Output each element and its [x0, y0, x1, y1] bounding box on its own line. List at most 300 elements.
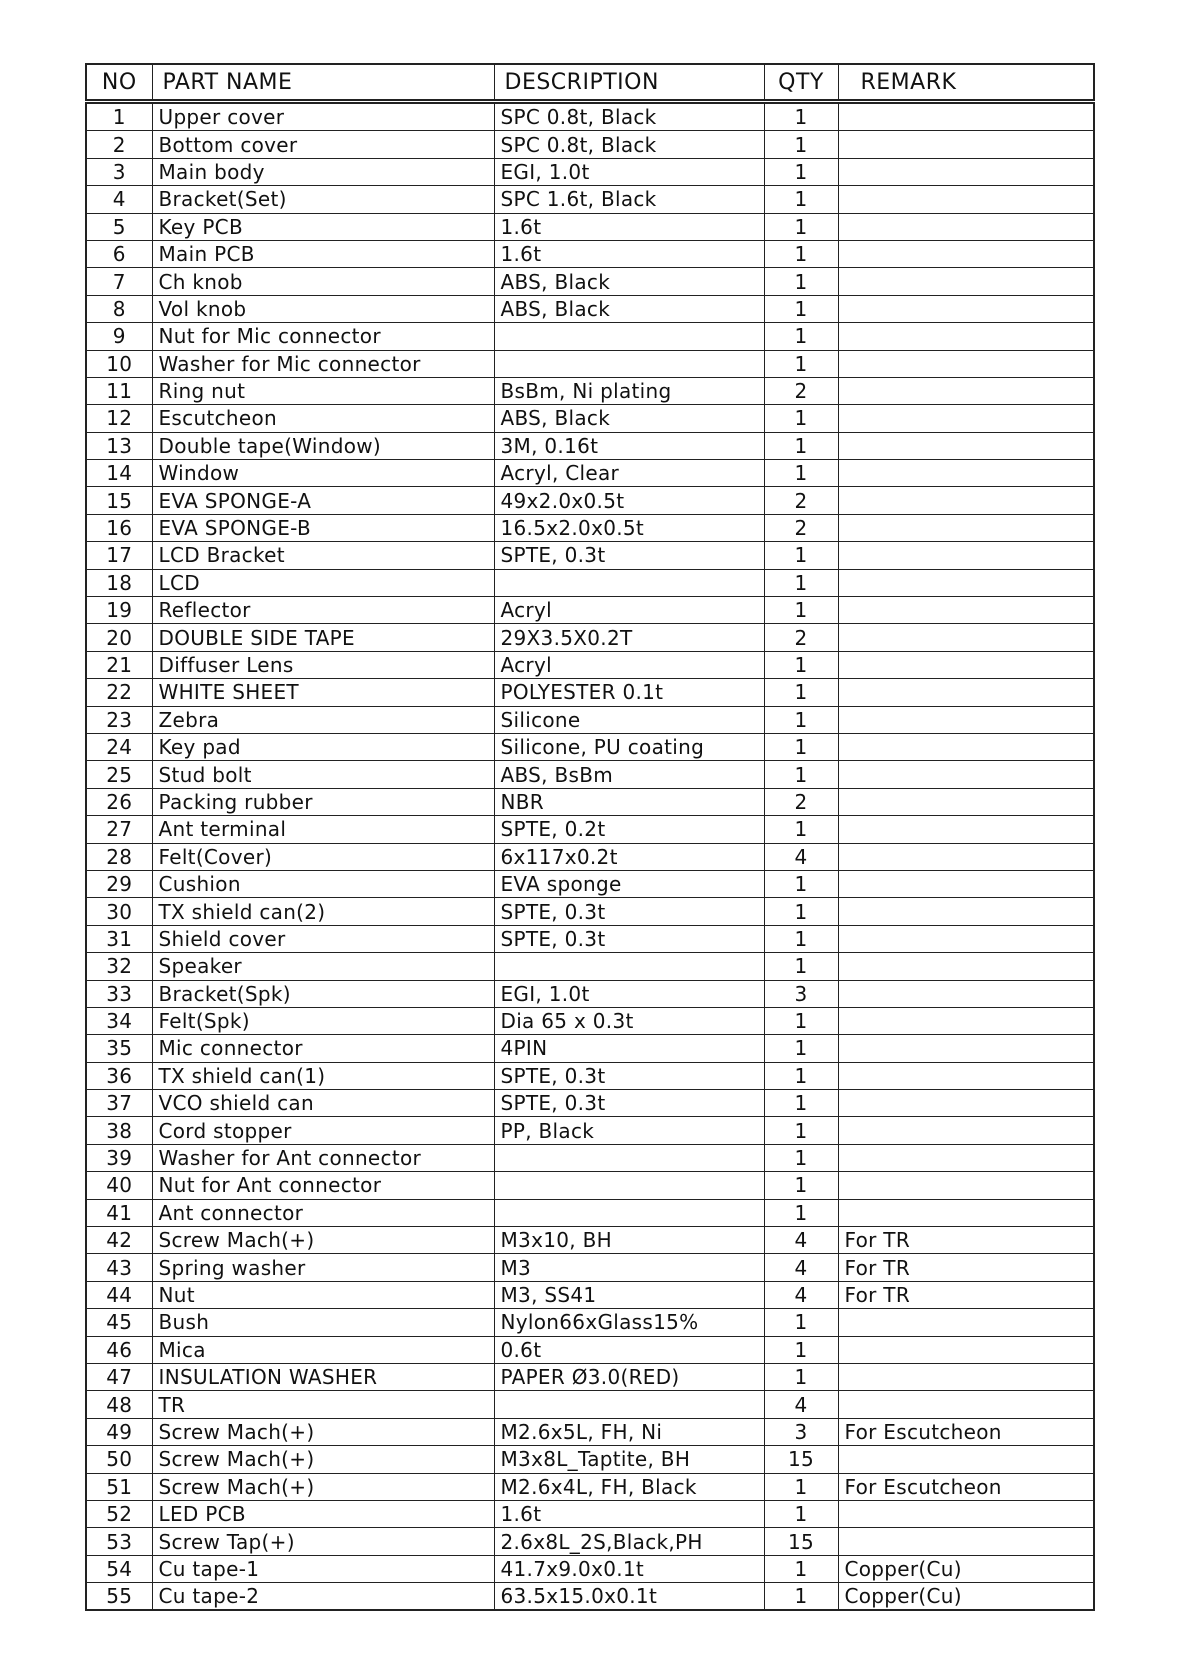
table-row — [86, 1227, 1094, 1254]
cell-no: 8 — [86, 295, 152, 322]
cell-remark — [838, 186, 1094, 213]
cell-no: 24 — [86, 733, 152, 760]
table-row — [86, 1446, 1094, 1473]
table-row — [86, 487, 1094, 514]
cell-qty: 1 — [764, 1309, 838, 1336]
cell-no: 7 — [86, 268, 152, 295]
table-row — [86, 1062, 1094, 1089]
cell-no: 19 — [86, 597, 152, 624]
cell-part-name: Zebra — [152, 706, 494, 733]
cell-description: M2.6x4L, FH, Black — [494, 1473, 764, 1500]
table-row — [86, 377, 1094, 404]
cell-remark — [838, 350, 1094, 377]
cell-description: M3, SS41 — [494, 1281, 764, 1308]
cell-remark — [838, 1363, 1094, 1390]
cell-no: 36 — [86, 1062, 152, 1089]
cell-description: 0.6t — [494, 1336, 764, 1363]
cell-qty: 1 — [764, 1363, 838, 1390]
cell-qty: 1 — [764, 1144, 838, 1171]
table-row — [86, 102, 1094, 131]
table-row — [86, 295, 1094, 322]
table-row — [86, 761, 1094, 788]
cell-qty: 1 — [764, 213, 838, 240]
cell-description: ABS, Black — [494, 268, 764, 295]
cell-qty: 1 — [764, 542, 838, 569]
cell-description: SPC 0.8t, Black — [494, 131, 764, 158]
table-row — [86, 1309, 1094, 1336]
cell-description: PP, Black — [494, 1117, 764, 1144]
table-row — [86, 158, 1094, 185]
cell-qty: 15 — [764, 1528, 838, 1555]
table-row — [86, 1172, 1094, 1199]
cell-remark — [838, 487, 1094, 514]
cell-description: NBR — [494, 788, 764, 815]
cell-qty: 1 — [764, 1199, 838, 1226]
table-row — [86, 1117, 1094, 1144]
table-row — [86, 1583, 1094, 1611]
cell-description: SPTE, 0.3t — [494, 1062, 764, 1089]
cell-no: 14 — [86, 460, 152, 487]
cell-description — [494, 1199, 764, 1226]
table-row — [86, 1254, 1094, 1281]
parts-table — [85, 63, 1095, 1611]
cell-remark — [838, 1144, 1094, 1171]
cell-description: 2.6x8L_2S,Black,PH — [494, 1528, 764, 1555]
cell-no: 32 — [86, 953, 152, 980]
cell-remark — [838, 1309, 1094, 1336]
cell-part-name: Escutcheon — [152, 405, 494, 432]
cell-no: 37 — [86, 1090, 152, 1117]
cell-remark — [838, 597, 1094, 624]
cell-description: 1.6t — [494, 240, 764, 267]
cell-remark — [838, 1528, 1094, 1555]
cell-qty: 1 — [764, 1555, 838, 1582]
cell-remark — [838, 1336, 1094, 1363]
cell-qty: 1 — [764, 1062, 838, 1089]
cell-part-name: Cu tape-2 — [152, 1583, 494, 1611]
cell-remark — [838, 980, 1094, 1007]
cell-remark — [838, 1391, 1094, 1418]
cell-no: 50 — [86, 1446, 152, 1473]
cell-description: 1.6t — [494, 1500, 764, 1527]
cell-qty: 1 — [764, 350, 838, 377]
cell-no: 5 — [86, 213, 152, 240]
cell-description: ABS, BsBm — [494, 761, 764, 788]
table-row — [86, 1035, 1094, 1062]
cell-no: 6 — [86, 240, 152, 267]
table-row — [86, 679, 1094, 706]
cell-remark — [838, 268, 1094, 295]
cell-description: 16.5x2.0x0.5t — [494, 514, 764, 541]
cell-no: 10 — [86, 350, 152, 377]
cell-qty: 1 — [764, 1473, 838, 1500]
cell-remark — [838, 295, 1094, 322]
table-row — [86, 131, 1094, 158]
cell-remark — [838, 1199, 1094, 1226]
cell-description — [494, 1391, 764, 1418]
cell-qty: 1 — [764, 432, 838, 459]
cell-part-name: Screw Mach(+) — [152, 1418, 494, 1445]
cell-no: 1 — [86, 102, 152, 131]
cell-description: SPTE, 0.3t — [494, 925, 764, 952]
cell-part-name: Bracket(Set) — [152, 186, 494, 213]
cell-no: 52 — [86, 1500, 152, 1527]
cell-qty: 1 — [764, 816, 838, 843]
cell-part-name: WHITE SHEET — [152, 679, 494, 706]
cell-no: 2 — [86, 131, 152, 158]
table-row — [86, 953, 1094, 980]
cell-description: SPTE, 0.3t — [494, 1090, 764, 1117]
cell-remark — [838, 706, 1094, 733]
cell-remark: For TR — [838, 1227, 1094, 1254]
table-row — [86, 323, 1094, 350]
cell-description: 1.6t — [494, 213, 764, 240]
cell-qty: 1 — [764, 597, 838, 624]
cell-part-name: EVA SPONGE-B — [152, 514, 494, 541]
cell-no: 20 — [86, 624, 152, 651]
cell-remark — [838, 843, 1094, 870]
header-description: DESCRIPTION — [494, 64, 764, 102]
cell-qty: 1 — [764, 953, 838, 980]
cell-qty: 1 — [764, 898, 838, 925]
cell-part-name: TX shield can(1) — [152, 1062, 494, 1089]
cell-qty: 1 — [764, 1583, 838, 1611]
cell-part-name: Bracket(Spk) — [152, 980, 494, 1007]
cell-remark — [838, 542, 1094, 569]
cell-part-name: Ring nut — [152, 377, 494, 404]
cell-no: 27 — [86, 816, 152, 843]
table-row — [86, 542, 1094, 569]
cell-description: 41.7x9.0x0.1t — [494, 1555, 764, 1582]
cell-description: Silicone — [494, 706, 764, 733]
table-row — [86, 624, 1094, 651]
cell-remark — [838, 1446, 1094, 1473]
cell-remark — [838, 816, 1094, 843]
cell-no: 53 — [86, 1528, 152, 1555]
table-row — [86, 816, 1094, 843]
cell-qty: 2 — [764, 487, 838, 514]
cell-part-name: Vol knob — [152, 295, 494, 322]
cell-qty: 1 — [764, 1500, 838, 1527]
table-row — [86, 460, 1094, 487]
cell-description: M3 — [494, 1254, 764, 1281]
cell-description: EGI, 1.0t — [494, 980, 764, 1007]
cell-part-name: LED PCB — [152, 1500, 494, 1527]
cell-part-name: Mic connector — [152, 1035, 494, 1062]
cell-part-name: Bottom cover — [152, 131, 494, 158]
cell-remark — [838, 460, 1094, 487]
table-row — [86, 240, 1094, 267]
cell-qty: 3 — [764, 1418, 838, 1445]
cell-qty: 1 — [764, 1336, 838, 1363]
table-row — [86, 514, 1094, 541]
cell-description — [494, 953, 764, 980]
cell-part-name: Ch knob — [152, 268, 494, 295]
cell-part-name: Stud bolt — [152, 761, 494, 788]
cell-description: EGI, 1.0t — [494, 158, 764, 185]
cell-no: 15 — [86, 487, 152, 514]
cell-qty: 4 — [764, 843, 838, 870]
cell-remark — [838, 131, 1094, 158]
table-row — [86, 1336, 1094, 1363]
cell-no: 55 — [86, 1583, 152, 1611]
cell-remark — [838, 624, 1094, 651]
cell-part-name: Ant connector — [152, 1199, 494, 1226]
cell-remark — [838, 651, 1094, 678]
cell-remark — [838, 514, 1094, 541]
cell-qty: 1 — [764, 295, 838, 322]
cell-description: SPC 0.8t, Black — [494, 102, 764, 131]
cell-remark — [838, 898, 1094, 925]
cell-no: 17 — [86, 542, 152, 569]
cell-part-name: Spring washer — [152, 1254, 494, 1281]
table-body — [86, 102, 1094, 1611]
cell-description: SPC 1.6t, Black — [494, 186, 764, 213]
cell-remark — [838, 788, 1094, 815]
table-row — [86, 1144, 1094, 1171]
cell-qty: 4 — [764, 1254, 838, 1281]
table-row — [86, 1500, 1094, 1527]
table-row — [86, 1473, 1094, 1500]
cell-part-name: Felt(Spk) — [152, 1007, 494, 1034]
header-no: NO — [86, 64, 152, 102]
cell-description: Silicone, PU coating — [494, 733, 764, 760]
table-row — [86, 898, 1094, 925]
cell-no: 40 — [86, 1172, 152, 1199]
cell-no: 47 — [86, 1363, 152, 1390]
cell-part-name: Upper cover — [152, 102, 494, 131]
cell-part-name: Nut for Ant connector — [152, 1172, 494, 1199]
cell-remark — [838, 102, 1094, 131]
cell-qty: 1 — [764, 323, 838, 350]
cell-part-name: TX shield can(2) — [152, 898, 494, 925]
cell-no: 29 — [86, 870, 152, 897]
cell-remark: Copper(Cu) — [838, 1555, 1094, 1582]
cell-qty: 2 — [764, 377, 838, 404]
cell-description — [494, 323, 764, 350]
cell-qty: 1 — [764, 102, 838, 131]
cell-remark — [838, 405, 1094, 432]
cell-remark — [838, 158, 1094, 185]
cell-part-name: Cord stopper — [152, 1117, 494, 1144]
cell-description — [494, 350, 764, 377]
cell-description — [494, 1144, 764, 1171]
cell-qty: 1 — [764, 268, 838, 295]
cell-description: EVA sponge — [494, 870, 764, 897]
cell-description: Nylon66xGlass15% — [494, 1309, 764, 1336]
cell-part-name: Nut for Mic connector — [152, 323, 494, 350]
cell-remark — [838, 1117, 1094, 1144]
cell-no: 41 — [86, 1199, 152, 1226]
cell-qty: 1 — [764, 679, 838, 706]
cell-description: M2.6x5L, FH, Ni — [494, 1418, 764, 1445]
cell-description: ABS, Black — [494, 295, 764, 322]
cell-qty: 1 — [764, 1172, 838, 1199]
cell-remark — [838, 1007, 1094, 1034]
cell-remark — [838, 1062, 1094, 1089]
table-row — [86, 1418, 1094, 1445]
cell-remark: For Escutcheon — [838, 1473, 1094, 1500]
cell-remark — [838, 761, 1094, 788]
cell-qty: 15 — [764, 1446, 838, 1473]
cell-no: 18 — [86, 569, 152, 596]
table-row — [86, 1199, 1094, 1226]
cell-part-name: Nut — [152, 1281, 494, 1308]
cell-part-name: Cushion — [152, 870, 494, 897]
cell-part-name: Main body — [152, 158, 494, 185]
cell-description: ABS, Black — [494, 405, 764, 432]
cell-remark — [838, 1090, 1094, 1117]
table-row — [86, 1363, 1094, 1390]
cell-part-name: Ant terminal — [152, 816, 494, 843]
cell-remark — [838, 1500, 1094, 1527]
cell-description: Acryl — [494, 651, 764, 678]
cell-no: 35 — [86, 1035, 152, 1062]
cell-qty: 2 — [764, 514, 838, 541]
cell-part-name: Shield cover — [152, 925, 494, 952]
cell-description: 3M, 0.16t — [494, 432, 764, 459]
table-row — [86, 569, 1094, 596]
cell-description: PAPER Ø3.0(RED) — [494, 1363, 764, 1390]
cell-remark — [838, 953, 1094, 980]
cell-no: 43 — [86, 1254, 152, 1281]
cell-part-name: Screw Mach(+) — [152, 1227, 494, 1254]
cell-no: 31 — [86, 925, 152, 952]
cell-no: 38 — [86, 1117, 152, 1144]
cell-remark — [838, 1172, 1094, 1199]
cell-remark — [838, 432, 1094, 459]
table-row — [86, 733, 1094, 760]
cell-qty: 1 — [764, 240, 838, 267]
cell-description: M3x10, BH — [494, 1227, 764, 1254]
cell-part-name: DOUBLE SIDE TAPE — [152, 624, 494, 651]
table-row — [86, 597, 1094, 624]
cell-qty: 1 — [764, 1035, 838, 1062]
cell-part-name: INSULATION WASHER — [152, 1363, 494, 1390]
cell-qty: 1 — [764, 1117, 838, 1144]
cell-part-name: Mica — [152, 1336, 494, 1363]
cell-qty: 1 — [764, 733, 838, 760]
cell-no: 45 — [86, 1309, 152, 1336]
cell-part-name: Speaker — [152, 953, 494, 980]
cell-qty: 1 — [764, 186, 838, 213]
cell-qty: 1 — [764, 131, 838, 158]
cell-qty: 1 — [764, 405, 838, 432]
header-remark: REMARK — [838, 64, 1094, 102]
cell-no: 23 — [86, 706, 152, 733]
cell-remark — [838, 377, 1094, 404]
cell-qty: 1 — [764, 1090, 838, 1117]
cell-description: Acryl, Clear — [494, 460, 764, 487]
parts-list-sheet — [85, 63, 1093, 1611]
table-row — [86, 706, 1094, 733]
cell-description: 6x117x0.2t — [494, 843, 764, 870]
header-qty: QTY — [764, 64, 838, 102]
cell-qty: 1 — [764, 925, 838, 952]
cell-remark — [838, 870, 1094, 897]
table-row — [86, 870, 1094, 897]
cell-description: 29X3.5X0.2T — [494, 624, 764, 651]
cell-no: 51 — [86, 1473, 152, 1500]
table-row — [86, 213, 1094, 240]
cell-description: 63.5x15.0x0.1t — [494, 1583, 764, 1611]
cell-remark — [838, 569, 1094, 596]
cell-no: 49 — [86, 1418, 152, 1445]
cell-remark: Copper(Cu) — [838, 1583, 1094, 1611]
cell-qty: 4 — [764, 1227, 838, 1254]
cell-no: 46 — [86, 1336, 152, 1363]
cell-remark — [838, 213, 1094, 240]
table-row — [86, 1528, 1094, 1555]
cell-no: 22 — [86, 679, 152, 706]
cell-qty: 4 — [764, 1391, 838, 1418]
table-row — [86, 1281, 1094, 1308]
cell-description: Acryl — [494, 597, 764, 624]
cell-qty: 3 — [764, 980, 838, 1007]
cell-description: POLYESTER 0.1t — [494, 679, 764, 706]
cell-no: 39 — [86, 1144, 152, 1171]
cell-qty: 1 — [764, 569, 838, 596]
cell-no: 13 — [86, 432, 152, 459]
cell-remark — [838, 925, 1094, 952]
cell-part-name: Double tape(Window) — [152, 432, 494, 459]
cell-part-name: Screw Mach(+) — [152, 1446, 494, 1473]
cell-no: 44 — [86, 1281, 152, 1308]
cell-description: Dia 65 x 0.3t — [494, 1007, 764, 1034]
cell-description — [494, 1172, 764, 1199]
cell-part-name: Felt(Cover) — [152, 843, 494, 870]
cell-no: 54 — [86, 1555, 152, 1582]
cell-remark — [838, 679, 1094, 706]
cell-qty: 1 — [764, 761, 838, 788]
table-row — [86, 1555, 1094, 1582]
cell-remark — [838, 1035, 1094, 1062]
cell-description: SPTE, 0.3t — [494, 898, 764, 925]
cell-qty: 1 — [764, 706, 838, 733]
table-row — [86, 925, 1094, 952]
cell-description: BsBm, Ni plating — [494, 377, 764, 404]
cell-no: 21 — [86, 651, 152, 678]
table-row — [86, 268, 1094, 295]
cell-part-name: Diffuser Lens — [152, 651, 494, 678]
cell-part-name: Screw Mach(+) — [152, 1473, 494, 1500]
table-row — [86, 651, 1094, 678]
cell-no: 34 — [86, 1007, 152, 1034]
cell-no: 25 — [86, 761, 152, 788]
header-row — [86, 64, 1094, 102]
cell-no: 33 — [86, 980, 152, 1007]
cell-no: 11 — [86, 377, 152, 404]
cell-qty: 4 — [764, 1281, 838, 1308]
cell-qty: 1 — [764, 460, 838, 487]
cell-qty: 1 — [764, 651, 838, 678]
cell-remark: For TR — [838, 1254, 1094, 1281]
cell-part-name: Main PCB — [152, 240, 494, 267]
cell-no: 26 — [86, 788, 152, 815]
cell-part-name: Key pad — [152, 733, 494, 760]
cell-qty: 2 — [764, 788, 838, 815]
cell-part-name: LCD Bracket — [152, 542, 494, 569]
cell-part-name: LCD — [152, 569, 494, 596]
cell-description: 49x2.0x0.5t — [494, 487, 764, 514]
table-row — [86, 186, 1094, 213]
cell-remark — [838, 240, 1094, 267]
cell-part-name: Washer for Ant connector — [152, 1144, 494, 1171]
cell-description: SPTE, 0.3t — [494, 542, 764, 569]
table-row — [86, 1007, 1094, 1034]
cell-remark — [838, 323, 1094, 350]
cell-qty: 1 — [764, 870, 838, 897]
